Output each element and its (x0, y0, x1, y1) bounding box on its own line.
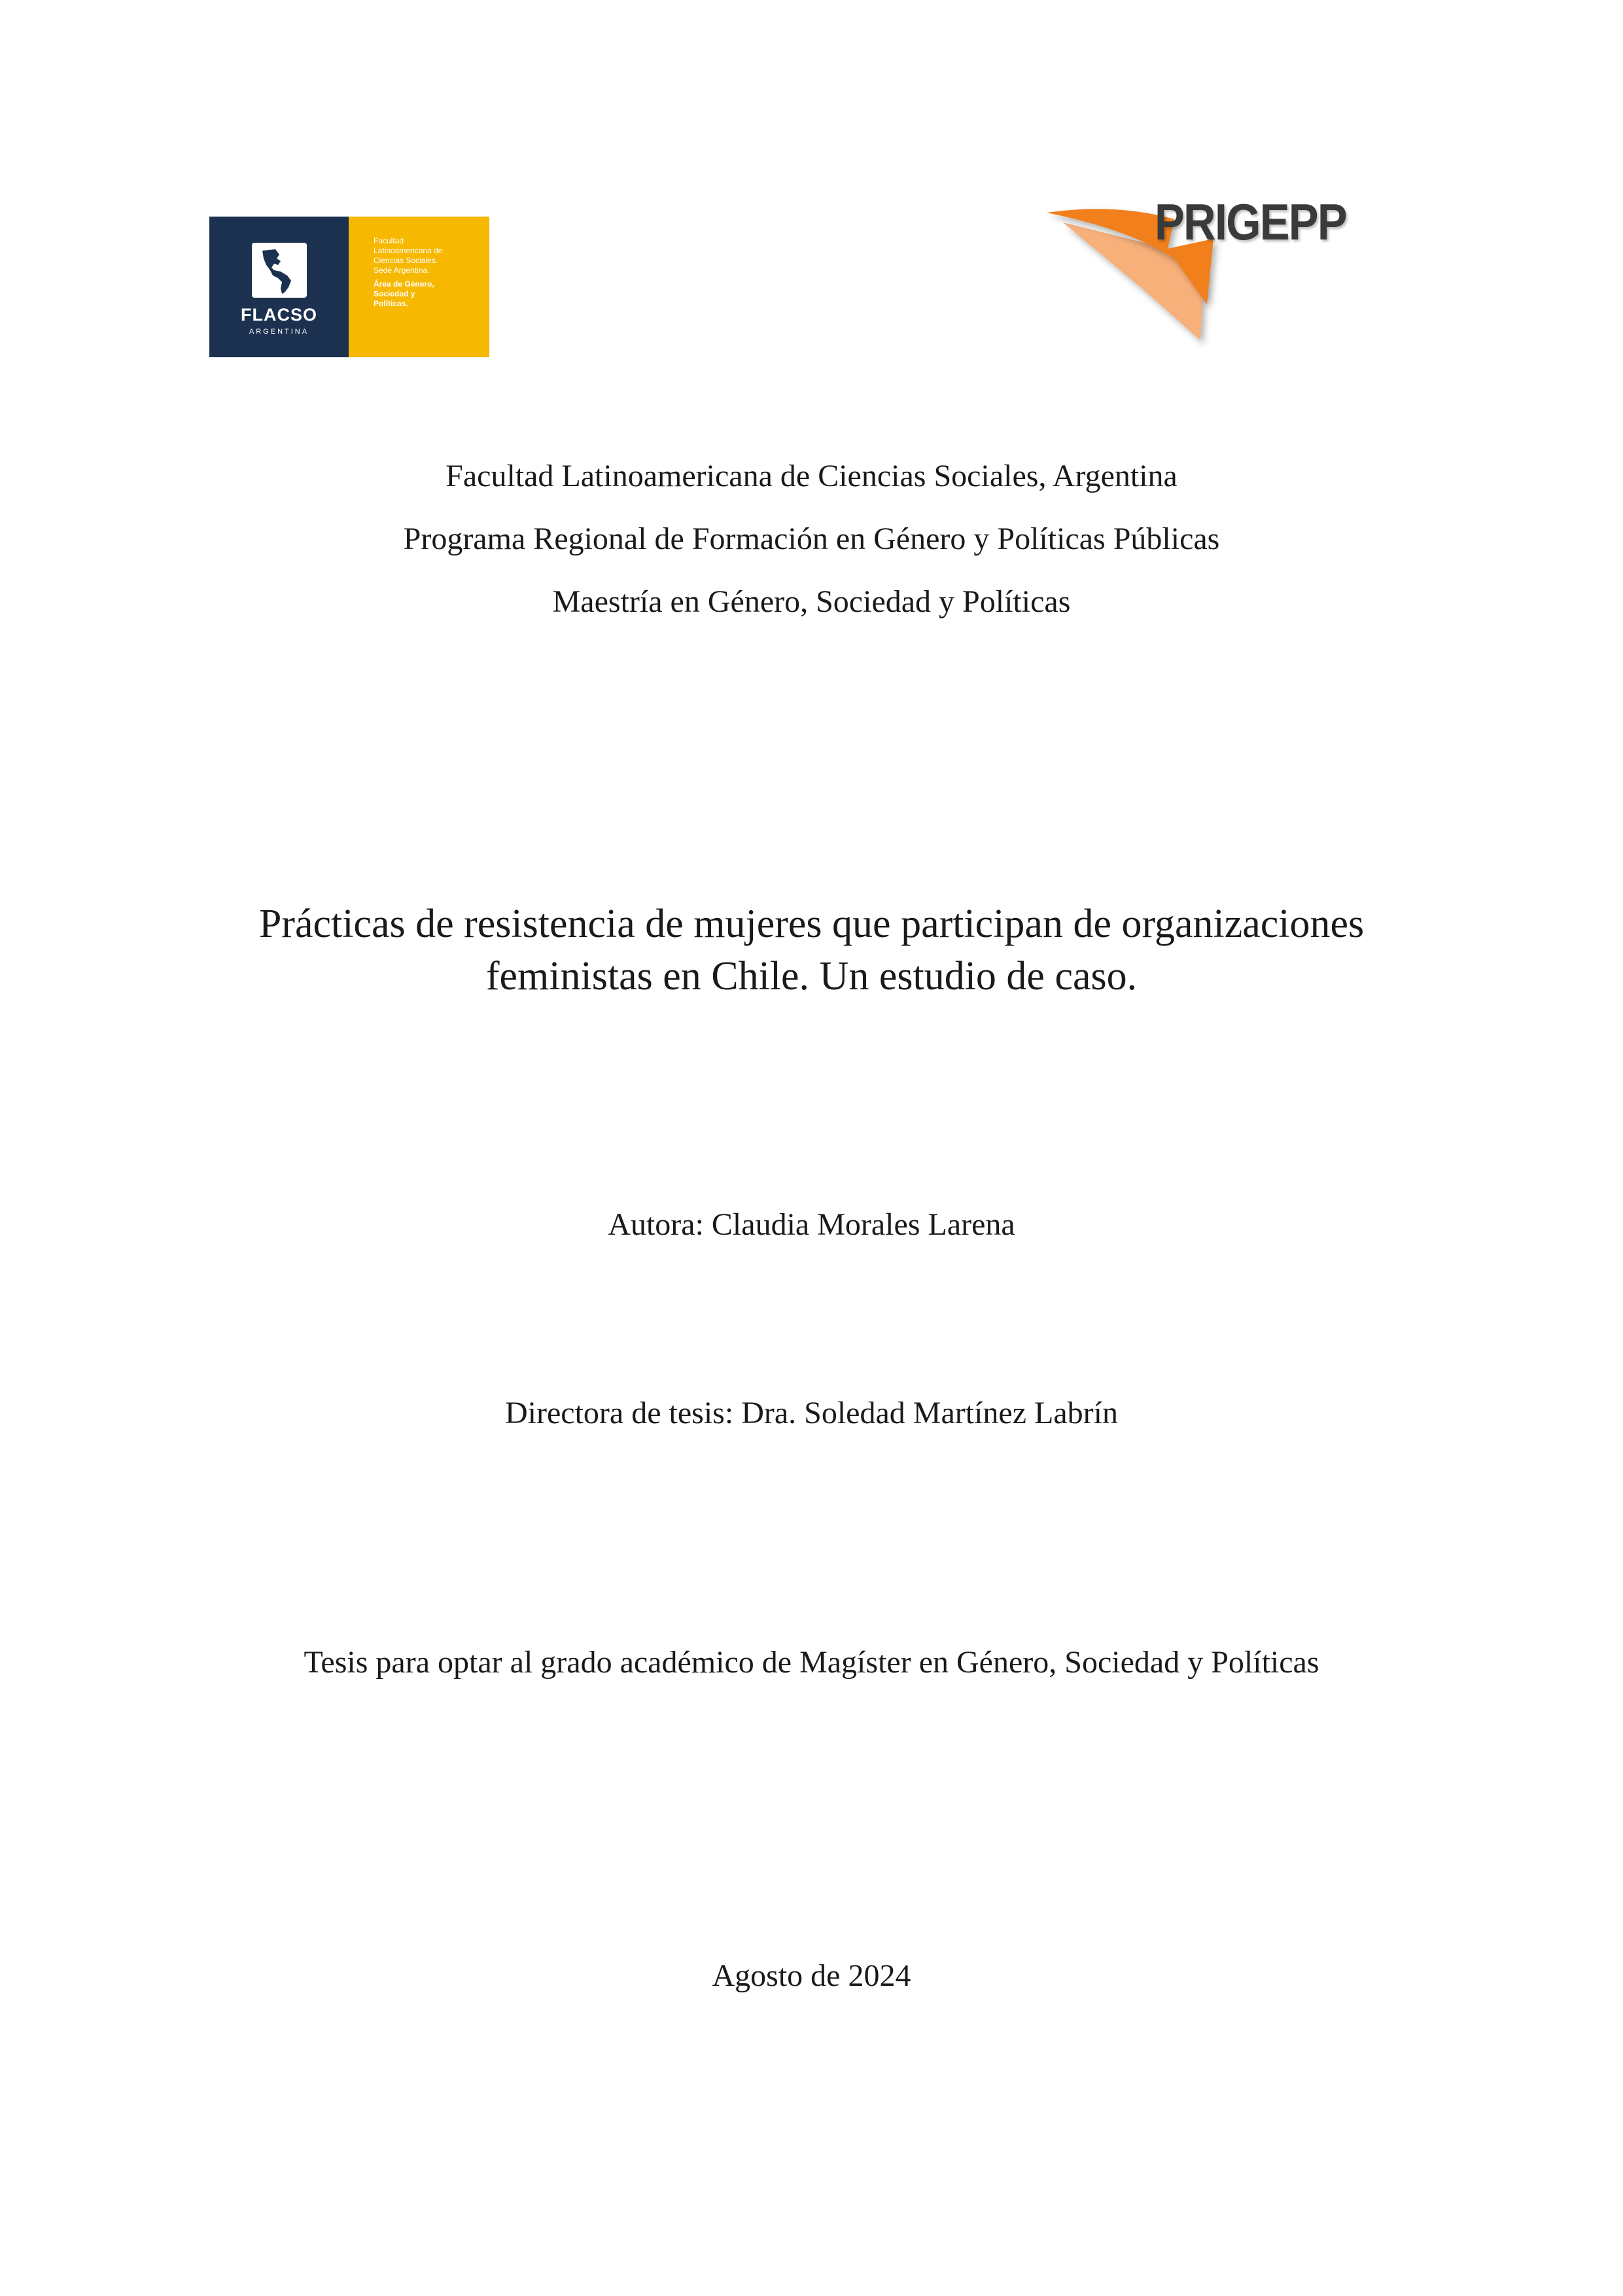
flacso-logo (209, 217, 489, 357)
flacso-area-line: Sociedad y (374, 289, 415, 298)
flacso-institution-line: Facultad (374, 236, 404, 245)
faculty-name: Facultad Latinoamericana de Ciencias Sociales, Argentina (445, 459, 1178, 493)
thesis-title-line: Prácticas de resistencia de mujeres que participan de organizaciones (258, 902, 1365, 946)
date-line: Agosto de 2024 (712, 1958, 911, 1993)
director-line: Directora de tesis: Dra. Soledad Martínez Labrín (505, 1396, 1118, 1430)
flacso-name: FLACSO (241, 305, 317, 325)
americas-map-icon (251, 241, 308, 299)
flacso-institution-line: Sede Argentina. (374, 266, 430, 275)
prigepp-name: PRIGEPP (1155, 193, 1346, 251)
flacso-institution-line: Latinoamericana de (374, 246, 443, 255)
program-name: Programa Regional de Formación en Género y Políticas Públicas (403, 521, 1220, 556)
flacso-country: ARGENTINA (249, 328, 309, 336)
thesis-title (0, 898, 1623, 1002)
thesis-title-line: feministas en Chile. Un estudio de caso. (485, 954, 1138, 998)
flacso-area-line: Políticas. (374, 299, 408, 308)
flacso-institution-line: Ciencias Sociales. (374, 256, 438, 265)
flacso-area-line: Área de Género, (374, 279, 434, 289)
prigepp-logo (1043, 183, 1351, 360)
masters-name: Maestría en Género, Sociedad y Políticas (552, 584, 1071, 619)
degree-line: Tesis para optar al grado académico de Magíster en Género, Sociedad y Políticas (304, 1645, 1319, 1680)
flacso-logo-emblem-panel (209, 217, 349, 357)
author-line: Autora: Claudia Morales Larena (608, 1207, 1015, 1242)
flacso-logo-text-panel (349, 217, 489, 357)
